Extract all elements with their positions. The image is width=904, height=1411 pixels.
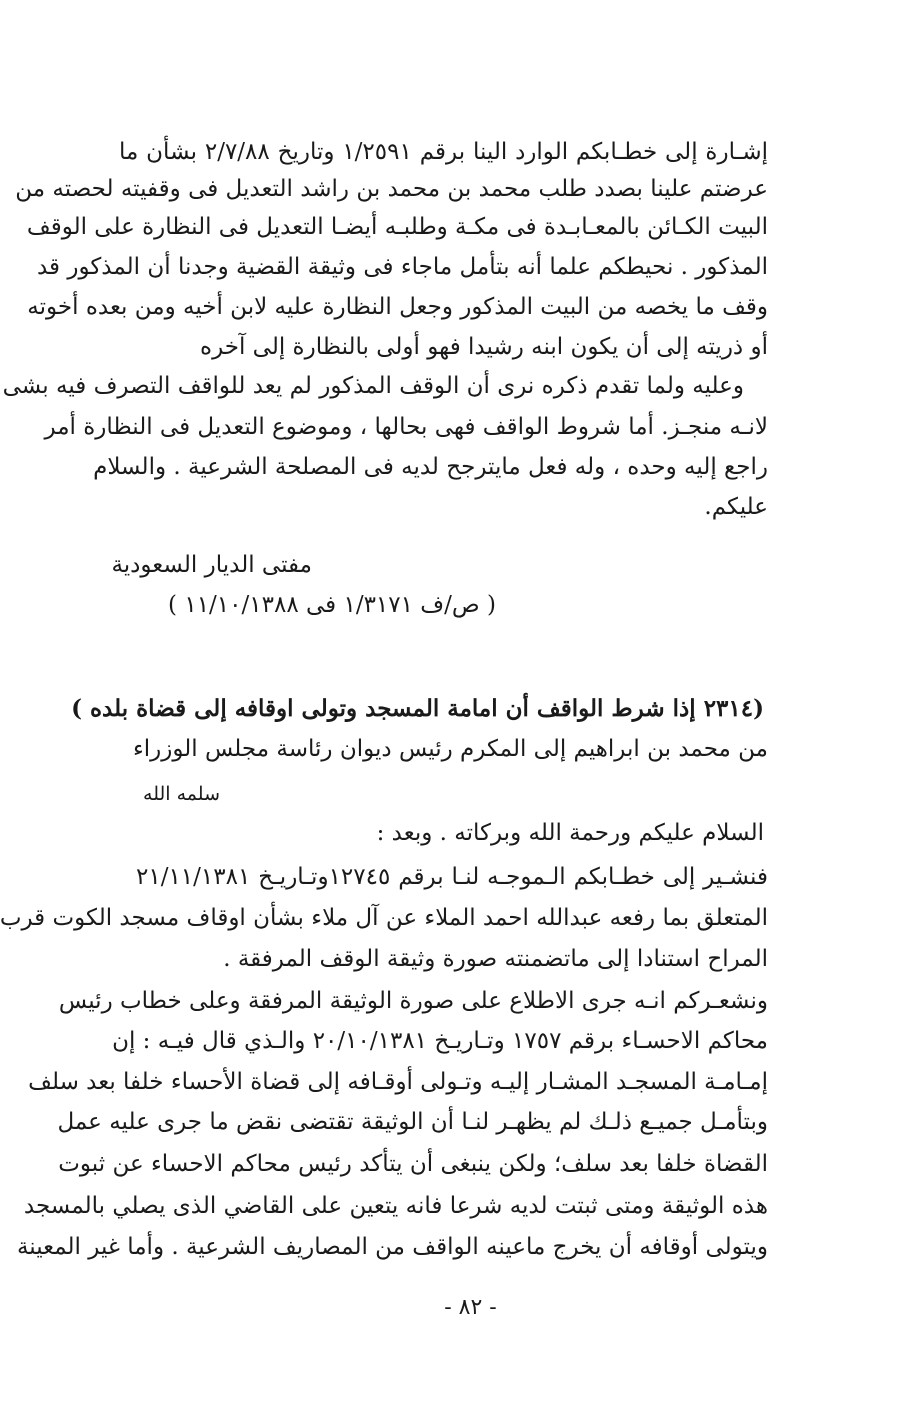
- paragraph-line: فنشـير إلى خطـابكم الـموجـه لنـا برقم ١٢٧٤٥وتـاريـخ ٢١/١١/١٣٨١: [136, 864, 768, 890]
- paragraph-line: وبتأمـل جميـع ذلـك لم يظهـر لنـا أن الوثيقة تقتضى نقض ما جرى عليه عمل: [57, 1109, 768, 1135]
- paragraph-line: عرضتم علينا بصدد طلب محمد بن محمد بن راشد التعديل فى وقفيته لحصته من: [15, 176, 768, 202]
- letter-from-line: من محمد بن ابراهيم إلى المكرم رئيس ديوان رئاسة مجلس الوزراء: [132, 736, 768, 762]
- paragraph-line: إشـارة إلى خطـابكم الوارد الينا برقم ١/٢٥٩١ وتاريخ ٢/٧/٨٨ بشأن ما: [119, 139, 768, 165]
- salutation: سلمه الله: [143, 783, 220, 805]
- reference-number: ( ص/ف ١/٣١٧١ فى ١١/١٠/١٣٨٨ ): [168, 592, 496, 618]
- paragraph-line: المذكور . نحيطكم علما أنه بتأمل ماجاء فى وثيقة القضية وجدنا أن المذكور قد: [36, 254, 768, 280]
- paragraph-line: راجع إليه وحده ، وله فعل مايترجح لديه فى المصلحة الشرعية . والسلام: [93, 454, 768, 480]
- paragraph-line: المراح استنادا إلى ماتضمنته صورة وثيقة الوقف المرفقة .: [223, 946, 768, 972]
- paragraph-line: القضاة خلفا بعد سلف؛ ولكن ينبغى أن يتأكد رئيس محاكم الاحساء عن ثبوت: [58, 1151, 768, 1177]
- paragraph-line: أو ذريته إلى أن يكون ابنه رشيدا فهو أولى بالنظارة إلى آخره: [200, 334, 768, 360]
- paragraph-line: عليكم.: [704, 494, 768, 520]
- paragraph-line: المتعلق بما رفعه عبدالله احمد الملاء عن آل ملاء بشأن اوقاف مسجد الكوت قرب: [0, 905, 768, 931]
- page-number: - ٨٢ -: [444, 1295, 497, 1320]
- signature: مفتى الديار السعودية: [111, 552, 312, 578]
- paragraph-line: إمـامـة المسجـد المشـار إليـه وتـولى أوقـافه إلى قضاة الأحساء خلفا بعد سلف: [28, 1069, 768, 1095]
- paragraph-line: ونشعـركم انـه جرى الاطلاع على صورة الوثيقة المرفقة وعلى خطاب رئيس: [58, 988, 768, 1014]
- greeting: السلام عليكم ورحمة الله وبركاته . وبعد :: [376, 820, 764, 846]
- paragraph-line: محاكم الاحسـاء برقم ١٧٥٧ وتـاريـخ ٢٠/١٠/١٣٨١ والـذي قال فيـه : إن: [112, 1028, 768, 1054]
- section-heading: (٢٣١٤ إذا شرط الواقف أن امامة المسجد وتولى اوقافه إلى قضاة بلده ): [71, 695, 764, 722]
- paragraph-line: وعليه ولما تقدم ذكره نرى أن الوقف المذكور لم يعد للواقف التصرف فيه بشى: [2, 373, 744, 399]
- paragraph-line: وقف ما يخصه من البيت المذكور وجعل النظارة عليه لابن أخيه ومن بعده أخوته: [27, 294, 768, 320]
- paragraph-line: البيت الكـائن بالمعـابـدة فى مكـة وطلبـه أيضـا التعديل فى النظارة على الوقف: [26, 214, 768, 240]
- paragraph-line: هذه الوثيقة ومتى ثبتت لديه شرعا فانه يتعين على القاضي الذى يصلي بالمسجد: [23, 1193, 768, 1219]
- paragraph-line: ويتولى أوقافه أن يخرج ماعينه الواقف من المصاريف الشرعية . وأما غير المعينة: [16, 1234, 768, 1260]
- paragraph-line: لانـه منجـز. أما شروط الواقف فهى بحالها ، وموضوع التعديل فى النظارة أمر: [44, 414, 768, 440]
